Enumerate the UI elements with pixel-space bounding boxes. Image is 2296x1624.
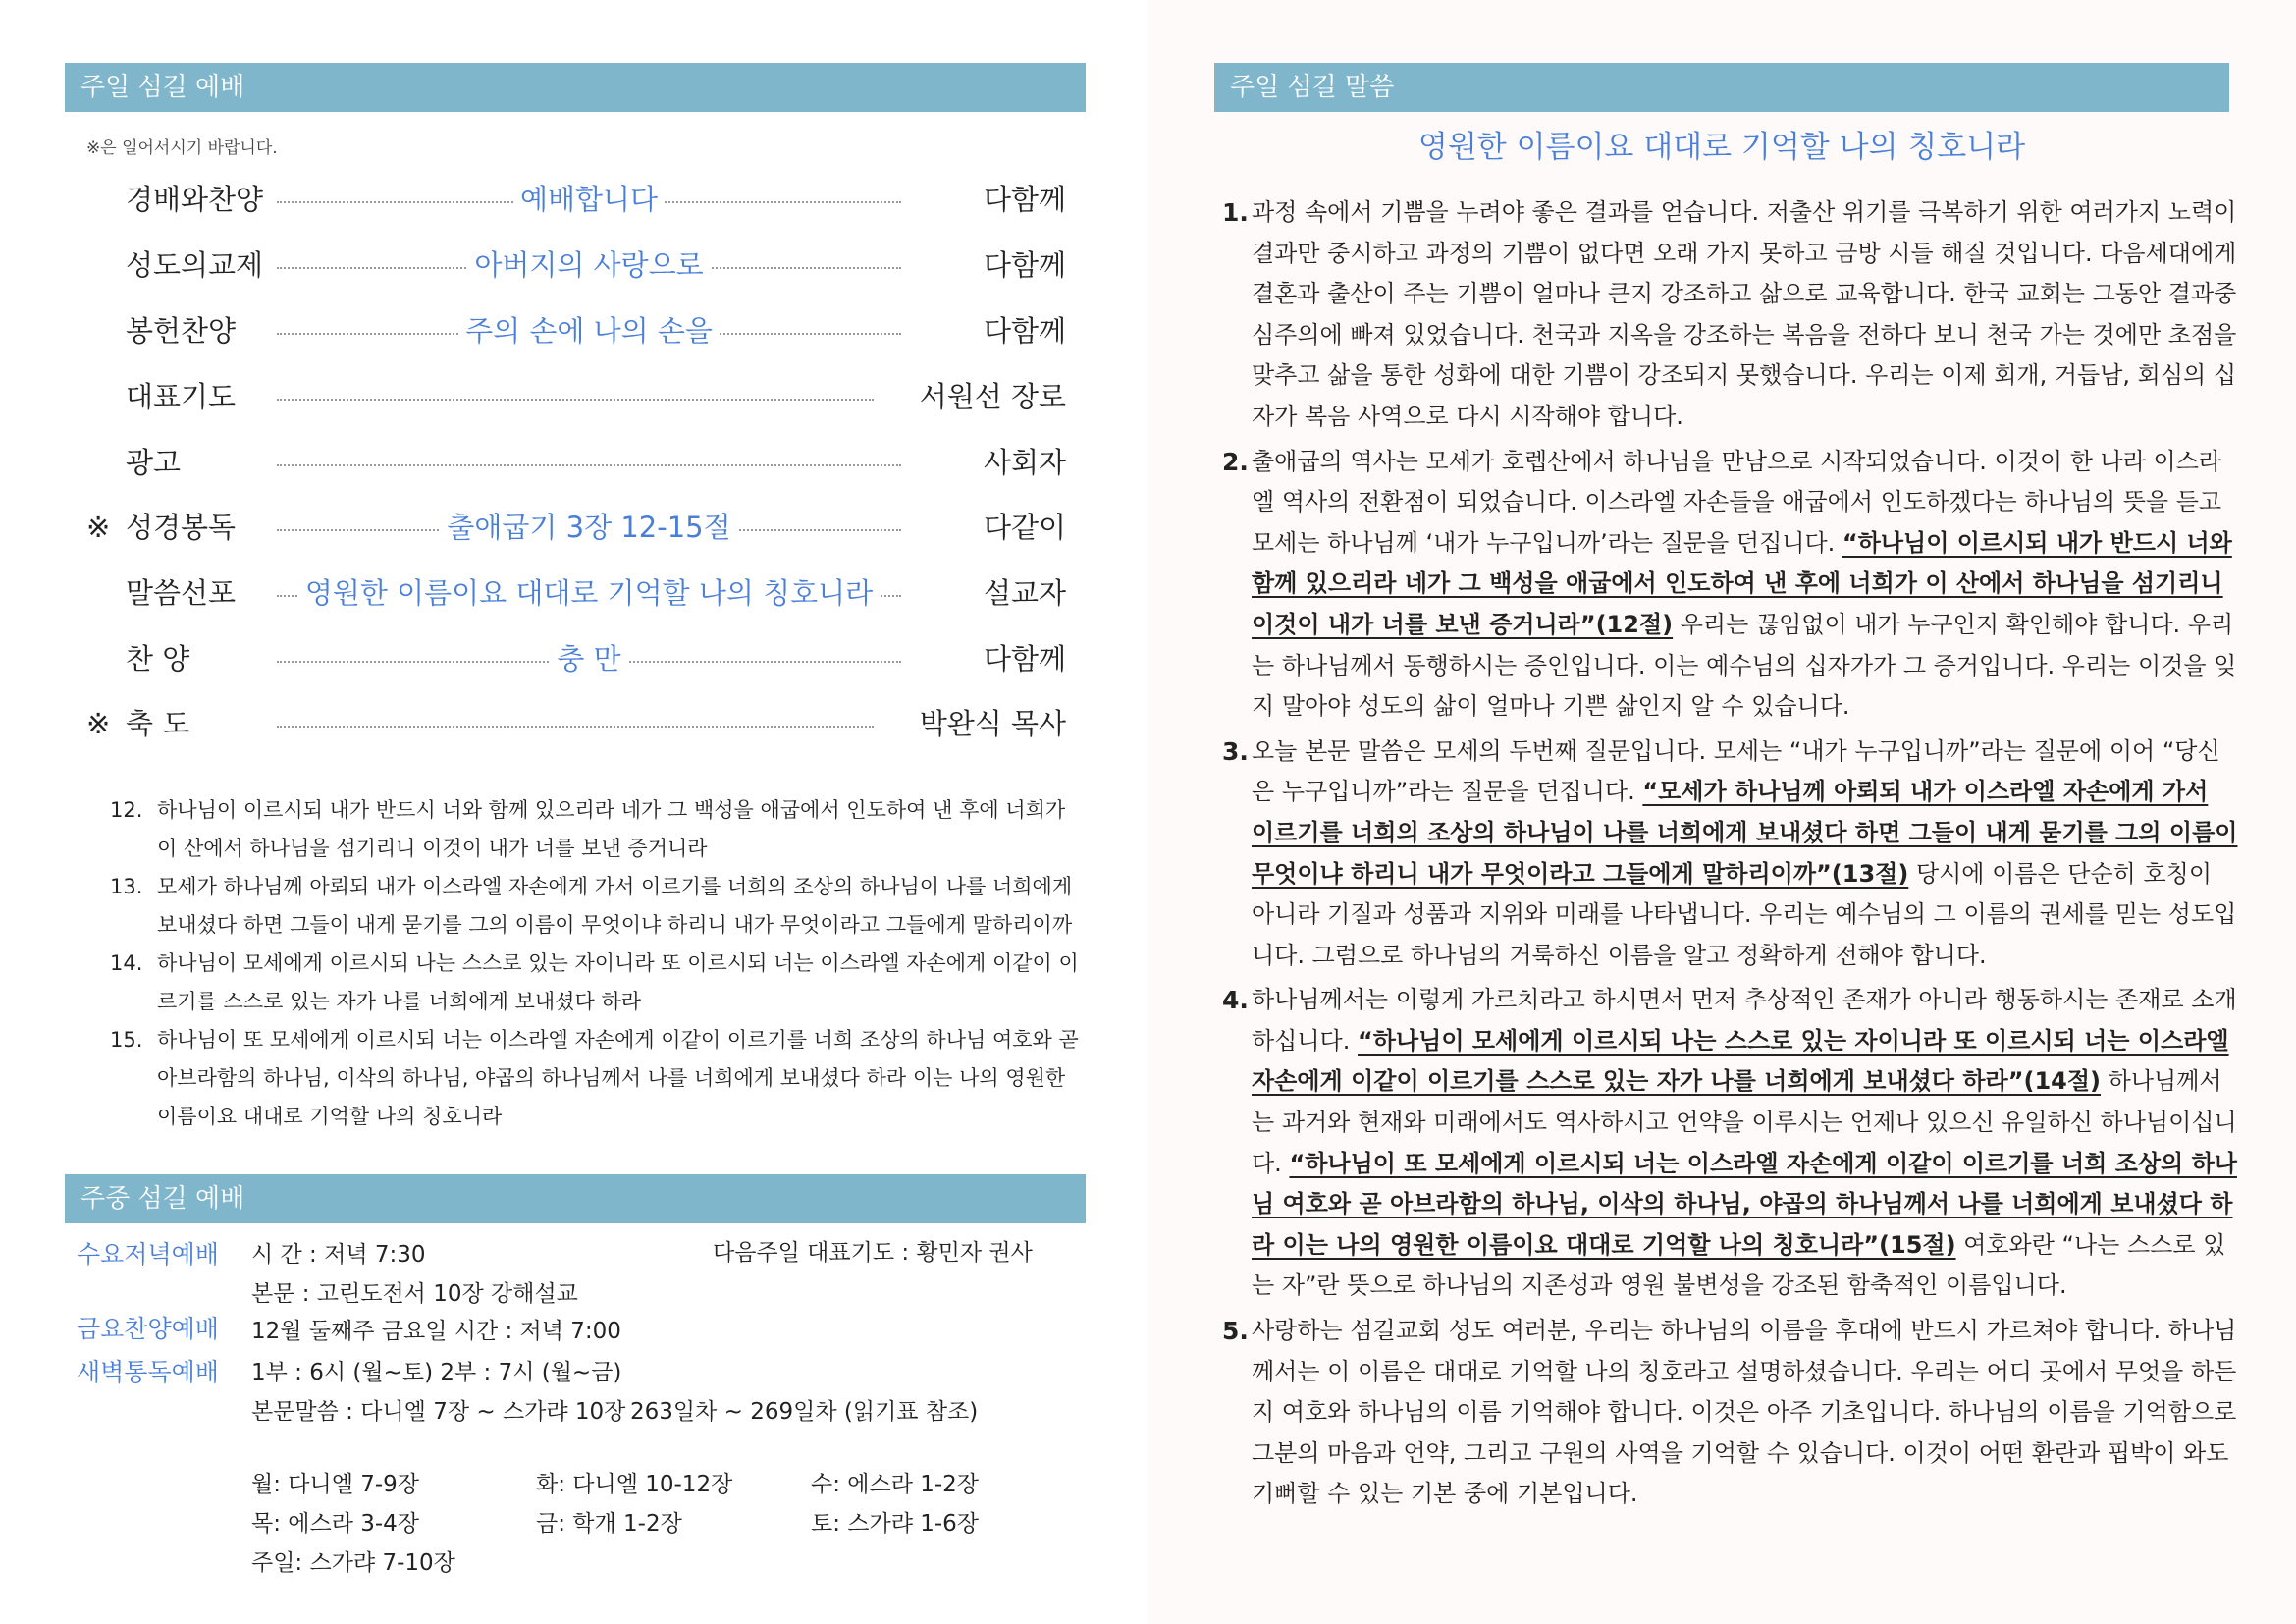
order-row (86, 508, 1066, 547)
sermon-header: 주일 섬길 말씀 (1214, 63, 2229, 112)
order-leader: 박완식 목사 (919, 707, 1066, 740)
point-text: 여호와란 “나는 스스로 있는 자”란 뜻으로 하나님의 지존성과 영원 불변성을 강조된 함축적인 이름입니다. (1252, 1230, 2226, 1300)
order-row (86, 573, 1066, 613)
sermon-title: 영원한 이름이요 대대로 기억할 나의 칭호니라 (1417, 130, 2026, 165)
order-label: 찬 양 (126, 642, 190, 676)
point-text: 우리는 끊임없이 내가 누구인지 확인해야 합니다. 우리는 하나님께서 동행하시는 증인입니다. 이는 예수님의 십자가가 그 증거입니다. 우리는 이것을 잊지 말아야 성도의 삶이 얼마나 기쁜 삶인지 알 수 있습니다. (1252, 610, 2237, 721)
verse-text: 하나님이 모세에게 이르시되 나는 스스로 있는 자이니라 또 이르시되 너는 이스라엘 자손에게 이같이 이르기를 스스로 있는 자가 나를 너희에게 보내셨다 하라 (157, 951, 1079, 1013)
wed-service-label: 수요저녁예배 (77, 1240, 219, 1269)
verse-number: 13. (110, 875, 143, 898)
point-number: 1. (1222, 198, 1249, 227)
next-prayer: 다음주일 대표기도 : 황민자 권사 (713, 1240, 1033, 1266)
point-quote: “하나님이 모세에게 이르시되 나는 스스로 있는 자이니라 또 이르시되 너는 이스라엘 자손에게 이같이 이르기를 스스로 있는 자가 나를 너희에게 보내셨다 하라”(14절) (1252, 1026, 2229, 1096)
sermon-point (1222, 192, 2238, 438)
dotted-leader (277, 464, 901, 466)
stand-mark: ※ (86, 511, 111, 544)
order-row (86, 443, 1066, 482)
point-text: 사랑하는 섬길교회 성도 여러분, 우리는 하나님의 이름을 후대에 반드시 가르쳐야 합니다. 하나님께서는 이 이름은 대대로 기억할 나의 칭호라고 설명하셨습니다. 우리는 어디 곳에서 무엇을 하든지 여호와 하나님의 이름 기억해야 합니다. 이것은 아주 기초입니다. 하나님의 이름을 기억함으로 그분의 마음과 언약, 그리고 구원의 사역을 기억할 수 있습니다. 이것이 어떤 환란과 핍박이 와도 기뻐할 수 있는 기본 중에 기본입니다. (1252, 1317, 2237, 1508)
sermon-point (1222, 442, 2238, 728)
order-leader: 설교자 (983, 576, 1066, 610)
point-number: 5. (1222, 1317, 1249, 1346)
dawn-reading-days: 263일차 ~ 269일차 (읽기표 참조) (630, 1399, 979, 1425)
point-number: 3. (1222, 736, 1249, 766)
reading-sun: 주일: 스가랴 7-10장 (251, 1550, 455, 1576)
reading-wed: 수: 에스라 1-2장 (811, 1472, 980, 1497)
verse-item (110, 791, 1092, 868)
standing-note: ※은 일어서시기 바랍니다. (86, 138, 278, 158)
verse-item (110, 1021, 1092, 1136)
order-title: 충 만 (551, 642, 626, 676)
verse-text: 하나님이 또 모세에게 이르시되 너는 이스라엘 자손에게 이같이 이르기를 너희 조상의 하나님 여호와 곧 아브라함의 하나님, 이삭의 하나님, 야곱의 하나님께서 나를 너희에게 보내셨다 하라 이는 나의 영원한 이름이요 대대로 기억할 나의 칭호니라 (157, 1028, 1079, 1128)
reading-sat: 토: 스가랴 1-6장 (811, 1511, 980, 1537)
point-text: 하나님께서는 이렇게 가르치라고 하시면서 먼저 추상적인 존재가 아니라 행동하시는 존재로 소개하십니다. (1252, 986, 2237, 1055)
stand-mark: ※ (86, 707, 111, 740)
order-leader: 다함께 (983, 314, 1066, 348)
reading-fri: 금: 학개 1-2장 (536, 1511, 682, 1537)
reading-tue: 화: 다니엘 10-12장 (536, 1472, 733, 1497)
order-leader: 다함께 (983, 642, 1066, 676)
dotted-leader (277, 399, 874, 401)
order-title: 출애굽기 3장 12-15절 (441, 511, 736, 544)
order-leader: 다함께 (983, 183, 1066, 216)
sermon-points (1222, 192, 2238, 1519)
order-title: 아버지의 사랑으로 (468, 248, 709, 282)
verse-number: 12. (110, 798, 143, 822)
order-leader: 사회자 (983, 446, 1066, 479)
verse-text: 모세가 하나님께 아뢰되 내가 이스라엘 자손에게 가서 이르기를 너희의 조상의 하나님이 나를 너희에게 보내셨다 하면 그들이 내게 묻기를 그의 이름이 무엇이냐 하리니 내가 무엇이라고 그들에게 말하리이까 (157, 875, 1073, 937)
order-row (86, 245, 1066, 285)
order-label: 성도의교제 (126, 248, 264, 282)
sermon-point (1222, 1311, 2238, 1515)
order-label: 말씀선포 (126, 576, 237, 610)
dawn-service-label: 새벽통독예배 (77, 1358, 219, 1386)
wed-service-text: 본문 : 고린도전서 10장 강해설교 (251, 1281, 578, 1307)
verse-text: 하나님이 이르시되 내가 반드시 너와 함께 있으리라 네가 그 백성을 애굽에서 인도하여 낸 후에 너희가 이 산에서 하나님을 섬기리니 이것이 내가 너를 보낸 증거니라 (157, 798, 1066, 860)
order-leader: 서원선 장로 (919, 380, 1066, 413)
point-number: 2. (1222, 447, 1249, 476)
point-text: 하나님께서는 과거와 현재와 미래에서도 역사하시고 언약을 이루시는 언제나 있으신 유일하신 하나님이십니다. (1252, 1067, 2237, 1177)
order-label: 성경봉독 (126, 511, 237, 544)
reading-thu: 목: 에스라 3-4장 (251, 1511, 420, 1537)
order-title: 영원한 이름이요 대대로 기억할 나의 칭호니라 (299, 576, 879, 610)
point-text: 당시에 이름은 단순히 호칭이 아니라 기질과 성품과 지위와 미래를 나타냅니다. 우리는 예수님의 그 이름의 권세를 믿는 성도입니다. 그럼으로 하나님의 거룩하신 이름을 알고 정확하게 전해야 합니다. (1252, 859, 2237, 969)
weekday-worship-header: 주중 섬길 예배 (65, 1174, 1086, 1223)
dotted-leader (277, 726, 874, 728)
order-row (86, 311, 1066, 351)
point-number: 4. (1222, 986, 1249, 1015)
order-label: 대표기도 (126, 380, 237, 413)
order-label: 봉헌찬양 (126, 314, 237, 348)
order-title: 주의 손에 나의 손을 (459, 314, 719, 348)
dawn-service-time: 1부 : 6시 (월~토) 2부 : 7시 (월~금) (251, 1360, 622, 1385)
fri-service-time: 12월 둘째주 금요일 시간 : 저녁 7:00 (251, 1319, 621, 1344)
reading-mon: 월: 다니엘 7-9장 (251, 1472, 420, 1497)
verse-item (110, 945, 1092, 1021)
order-row (86, 639, 1066, 678)
verse-number: 14. (110, 951, 143, 975)
order-label: 광고 (126, 446, 182, 479)
point-text: 오늘 본문 말씀은 모세의 두번째 질문입니다. 모세는 “내가 누구입니까”라는 질문에 이어 “당신은 누구입니까”라는 질문을 던집니다. (1252, 736, 2220, 806)
scripture-verses (110, 791, 1092, 1136)
point-quote: “하나님이 이르시되 내가 반드시 너와 함께 있으리라 네가 그 백성을 애굽에서 인도하여 낸 후에 너희가 이 산에서 하나님을 섬기리니 이것이 내가 너를 보낸 증거니라”(12절) (1252, 528, 2232, 638)
order-leader: 다같이 (983, 511, 1066, 544)
wed-service-time: 시 간 : 저녁 7:30 (251, 1242, 426, 1268)
order-row (86, 180, 1066, 219)
verse-item (110, 868, 1092, 945)
order-row (86, 377, 1066, 416)
sermon-point (1222, 731, 2238, 977)
fri-service-label: 금요찬양예배 (77, 1315, 219, 1343)
sermon-point (1222, 980, 2238, 1307)
order-label: 경배와찬양 (126, 183, 264, 216)
point-quote: “모세가 하나님께 아뢰되 내가 이스라엘 자손에게 가서 이르기를 너희의 조상의 하나님이 나를 너희에게 보내셨다 하면 그들이 내게 묻기를 그의 이름이 무엇이냐 하리니 내가 무엇이라고 그들에게 말하리이까”(13절) (1252, 778, 2238, 888)
dawn-service-text: 본문말씀 : 다니엘 7장 ~ 스가랴 10장 (251, 1399, 626, 1425)
verse-number: 15. (110, 1028, 143, 1052)
sunday-worship-header: 주일 섬길 예배 (65, 63, 1086, 112)
point-quote: “하나님이 또 모세에게 이르시되 너는 이스라엘 자손에게 이같이 이르기를 너희 조상의 하나님 여호와 곧 아브라함의 하나님, 이삭의 하나님, 야곱의 하나님께서 나를 너희에게 보내셨다 하라 이는 나의 영원한 이름이요 대대로 기억할 나의 칭호니라”(15절) (1252, 1149, 2237, 1259)
order-label: 축 도 (126, 707, 190, 740)
point-text: 과정 속에서 기쁨을 누려야 좋은 결과를 얻습니다. 저출산 위기를 극복하기 위한 여러가지 노력이 결과만 중시하고 과정의 기쁨이 없다면 오래 가지 못하고 금방 시들 해질 것입니다. 다음세대에게 결혼과 출산이 주는 기쁨이 얼마나 큰지 강조하고 삶으로 교육합니다. 한국 교회는 그동안 결과중심주의에 빠져 있었습니다. 천국과 지옥을 강조하는 복음을 전하다 보니 천국 가는 것에만 초점을 맞추고 삶을 통한 성화에 대한 기쁨이 강조되지 못했습니다. 우리는 이제 회개, 거듭남, 회심의 십자가 복음 사역으로 다시 시작해야 합니다. (1252, 198, 2237, 430)
order-leader: 다함께 (983, 248, 1066, 282)
order-row (86, 704, 1066, 743)
order-title: 예배합니다 (514, 183, 664, 216)
point-text: 출애굽의 역사는 모세가 호렙산에서 하나님을 만남으로 시작되었습니다. 이것이 한 나라 이스라엘 역사의 전환점이 되었습니다. 이스라엘 자손들을 애굽에서 인도하겠다는 하나님의 뜻을 듣고 모세는 하나님께 ‘내가 누구입니까’라는 질문을 던집니다. (1252, 447, 2222, 557)
